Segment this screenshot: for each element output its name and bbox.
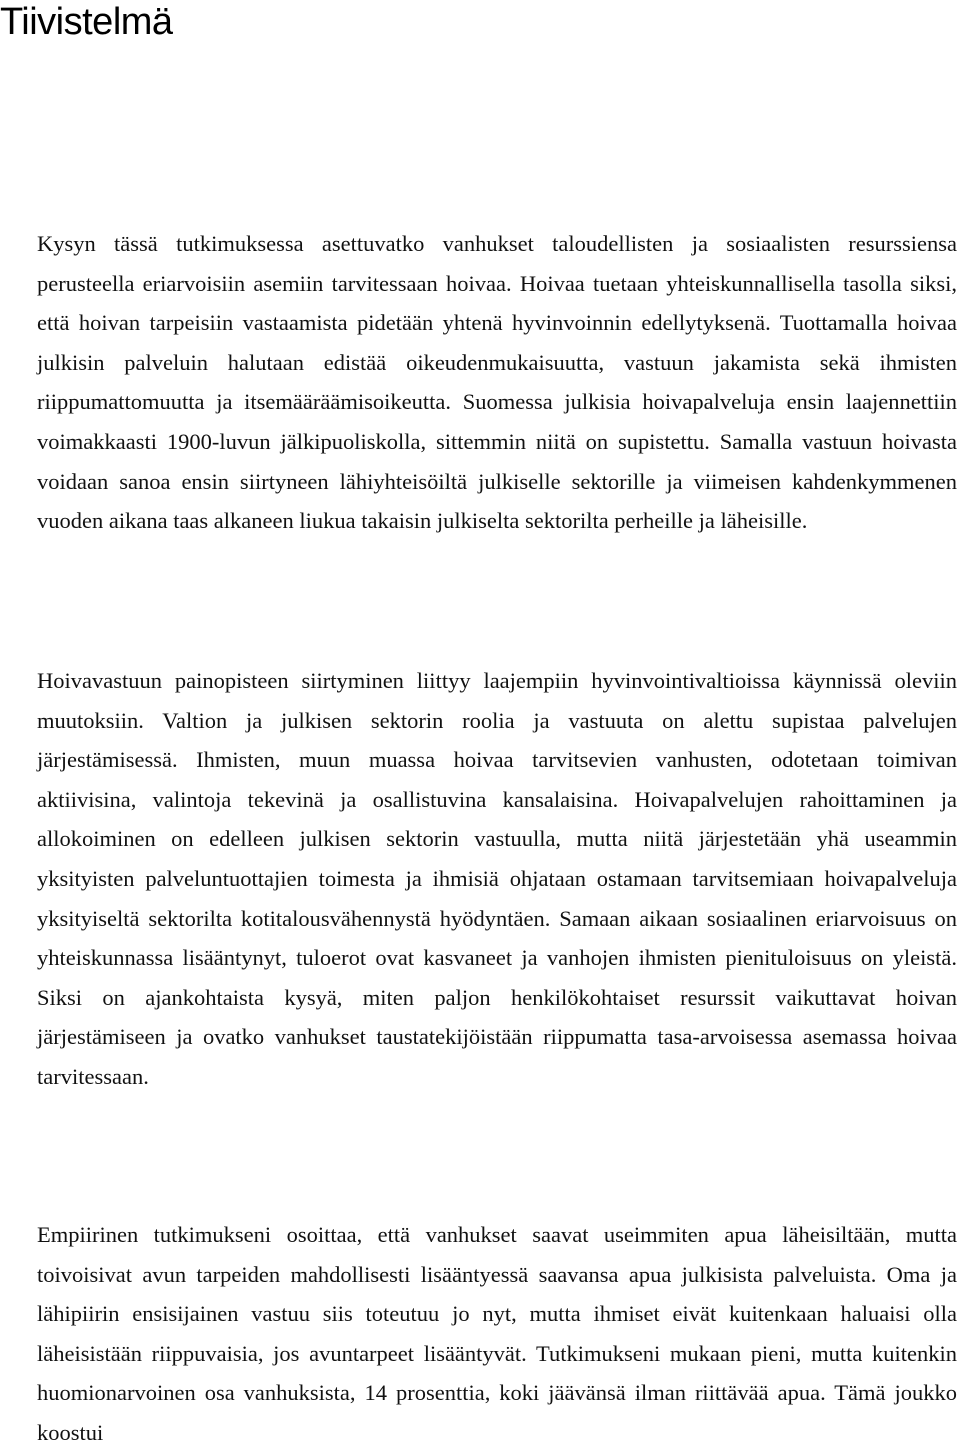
page-title: Tiivistelmä <box>0 1 173 43</box>
paragraph-1: Kysyn tässä tutkimuksessa asettuvatko vanhukset taloudellisten ja sosiaalisten resurssiensa perusteella eriarvoisiin asemiin tarvitessaan hoivaa. Hoivaa tuetaan yhteiskunnallisella tasolla siksi, että hoivan tarpeisiin vastaamista pidetään yhtenä hyvinvoinnin edellytyksenä. Tuottamalla hoivaa julkisin palveluin halutaan edistää oikeudenmukaisuutta, vastuun jakamista sekä ihmisten riippumattomuutta ja itsemääräämisoikeutta. Suomessa julkisia hoivapalveluja ensin laajennettiin voimakkaasti 1900-luvun jälkipuoliskolla, sittemmin niitä on supistettu. Samalla vastuun hoivasta voidaan sanoa ensin siirtyneen lähiyhteisöiltä julkiselle sektorille ja viimeisen kahdenkymmenen vuoden aikana taas alkaneen liukua takaisin julkiselta sektorilta perheille ja läheisille. <box>37 231 957 534</box>
paragraph-3: Empiirinen tutkimukseni osoittaa, että vanhukset saavat useimmiten apua läheisiltään, mutta toivoisivat avun tarpeiden mahdollisesti lisääntyessä saavansa apua julkisista palveluista. Oma ja lähipiirin ensisijainen vastuu siis toteutuu jo nyt, mutta ihmiset eivät kuitenkaan haluaisi olla läheisistään riippuvaisia, jos avuntarpeet lisääntyvät. Tutkimukseni mukaan pieni, mutta kuitenkin huomionarvoinen osa vanhuksista, 14 prosenttia, koki jäävänsä ilman riittävää apua. Tämä joukko koostui <box>37 1222 957 1445</box>
paragraph-2: Hoivavastuun painopisteen siirtyminen liittyy laajempiin hyvinvointivaltioissa käynnissä oleviin muutoksiin. Valtion ja julkisen sektorin roolia ja vastuuta on alettu supistaa palvelujen järjestämisessä. Ihmisten, muun muassa hoivaa tarvitsevien vanhusten, odotetaan toimivan aktiivisina, valintoja tekevinä ja osallistuvina kansalaisina. Hoivapalvelujen rahoittaminen ja allokoiminen on edelleen julkisen sektorin vastuulla, mutta niitä järjestetään yhä useammin yksityisten palveluntuottajien toimesta ja ihmisiä ohjataan ostamaan tarvitsemiaan hoivapalveluja yksityiseltä sektorilta kotitalousvähennystä hyödyntäen. Samaan aikaan sosiaalinen eriarvoisuus on yhteiskunnassa lisääntynyt, tuloerot ovat kasvaneet ja vanhojen ihmisten pienituloisuus on yleistä. Siksi on ajankohtaista kysyä, miten paljon henkilökohtaiset resurssit vaikuttavat hoivan järjestämiseen ja ovatko vanhukset taustatekijöistään riippumatta tasa-arvoisessa asemassa hoivaa tarvitessaan. <box>37 668 957 1089</box>
